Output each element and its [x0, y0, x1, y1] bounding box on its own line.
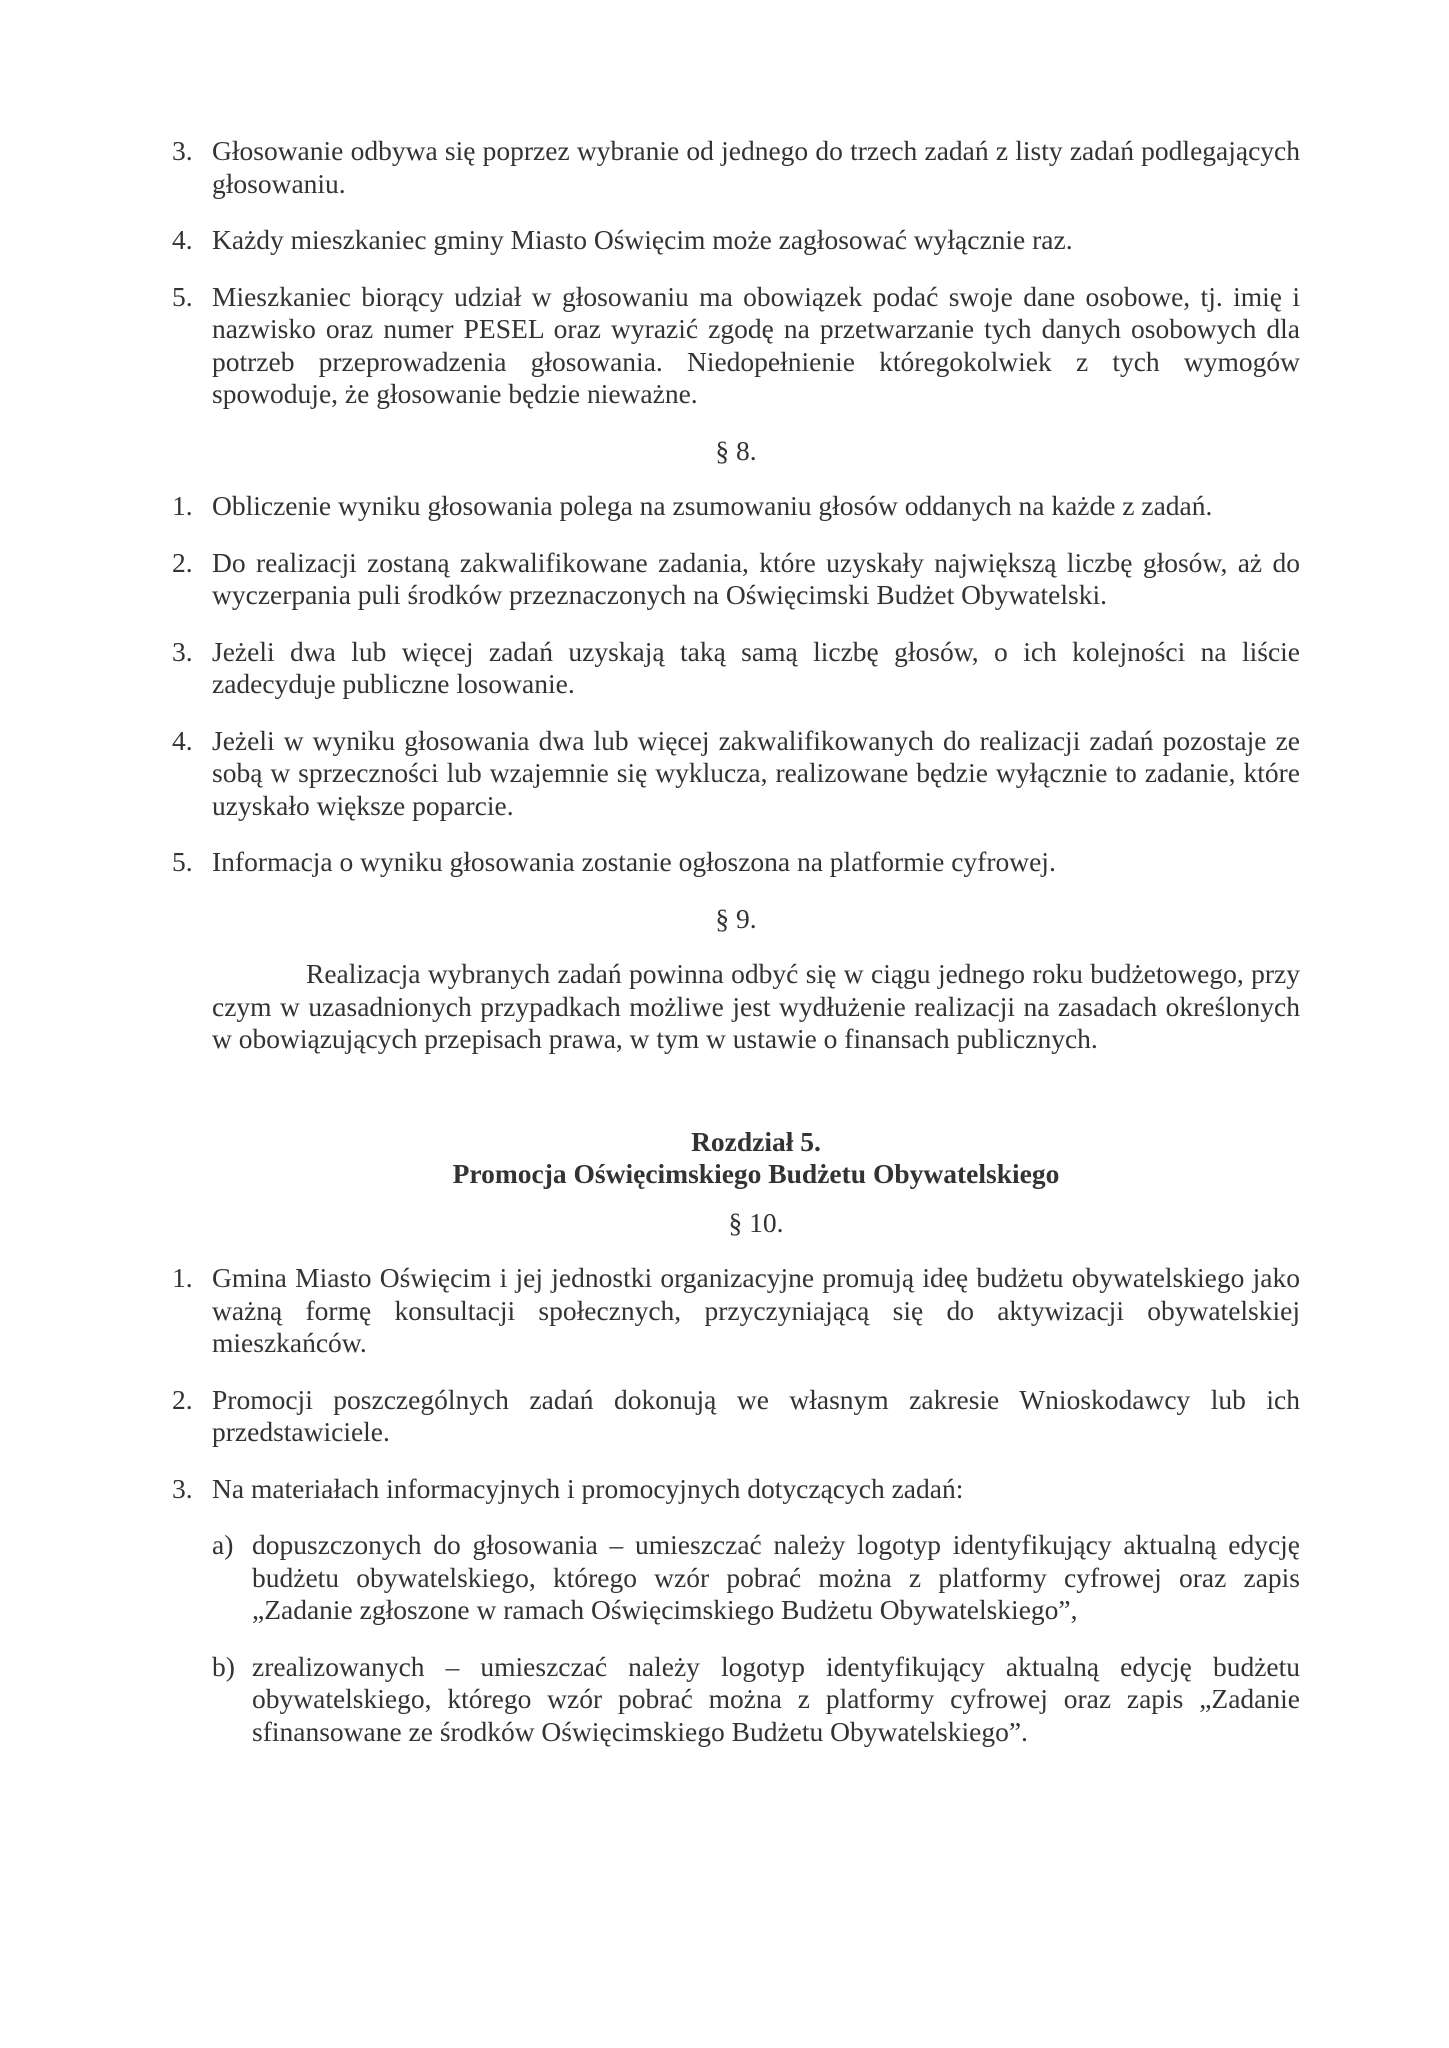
item-number: 4. — [172, 724, 193, 756]
item-text: Promocji poszczególnych zadań dokonują we własnym zakresie Wnioskodawcy lub ich przedstawiciele. — [212, 1383, 1300, 1447]
sub-item-text: dopuszczonych do głosowania – umieszczać należy logotyp identyfikujący aktualną edycję budżetu obywatelskiego, którego wzór pobrać można z platformy cyfrowej oraz zapis „Zadanie zgłoszone w ramach Oświęcimskiego Budżetu Obywatelskiego”, — [252, 1529, 1300, 1625]
list-item — [172, 281, 1300, 411]
item-number: 3. — [172, 635, 193, 667]
item-text: Do realizacji zostaną zakwalifikowane zadania, które uzyskały największą liczbę głosów, aż do wyczerpania puli środków przeznaczonych na Oświęcimski Budżet Obywatelski. — [212, 546, 1300, 610]
sub-list-item — [172, 1529, 1300, 1627]
item-text: Gmina Miasto Oświęcim i jej jednostki organizacyjne promują ideę budżetu obywatelskiego jako ważną formę konsultacji społecznych, przyczyniającą się do aktywizacji obywatelskiej mieszkańców. — [212, 1262, 1300, 1358]
item-number: 5. — [172, 280, 193, 312]
item-text: Mieszkaniec biorący udział w głosowaniu ma obowiązek podać swoje dane osobowe, tj. imię i nazwisko oraz numer PESEL oraz wyrazić zgodę na przetwarzanie tych danych osobowych dla potrzeb przeprowadzenia głosowania. Niedopełnienie któregokolwiek z tych wymogów spowoduje, że głosowanie będzie nieważne. — [212, 280, 1300, 409]
sub-item-letter: b) — [212, 1650, 235, 1682]
item-number: 1. — [172, 490, 193, 521]
item-number: 2. — [172, 1383, 193, 1415]
list-item — [172, 490, 1300, 523]
item-text: Głosowanie odbywa się poprzez wybranie od jednego do trzech zadań z listy zadań podlegających głosowaniu. — [212, 135, 1300, 199]
list-item — [172, 135, 1300, 200]
item-number: 3. — [172, 1472, 193, 1504]
section-heading-9: § 9. — [715, 902, 757, 934]
list-item — [172, 846, 1300, 879]
item-number: 5. — [172, 846, 193, 877]
sub-item-letter: a) — [212, 1529, 234, 1560]
list-item — [172, 1473, 1300, 1506]
section-9-paragraph: Realizacja wybranych zadań powinna odbyć się w ciągu jednego roku budżetowego, przy czym w uzasadnionych przypadkach możliwe jest wydłużenie realizacji na zasadach określonych w obowiązujących przepisach prawa, w tym w ustawie o finansach publicznych. — [212, 958, 1300, 1054]
item-number: 3. — [172, 135, 193, 166]
item-text: Obliczenie wyniku głosowania polega na zsumowaniu głosów oddanych na każde z zadań. — [212, 490, 1213, 521]
section-heading-10: § 10. — [728, 1206, 784, 1238]
item-number: 1. — [172, 1262, 193, 1293]
item-text: Jeżeli dwa lub więcej zadań uzyskają taką samą liczbę głosów, o ich kolejności na liście zadecyduje publiczne losowanie. — [212, 635, 1300, 699]
item-number: 2. — [172, 546, 193, 578]
list-item — [172, 725, 1300, 823]
list-item — [172, 224, 1300, 257]
item-text: Każdy mieszkaniec gminy Miasto Oświęcim może zagłosować wyłącznie raz. — [212, 224, 1073, 255]
item-number: 4. — [172, 224, 193, 255]
chapter-subtitle: Promocja Oświęcimskiego Budżetu Obywatelskiego — [452, 1158, 1060, 1189]
list-item — [172, 1262, 1300, 1360]
sub-item-text: zrealizowanych – umieszczać należy logotyp identyfikujący aktualną edycję budżetu obywatelskiego, którego wzór pobrać można z platformy cyfrowej oraz zapis „Zadanie sfinansowane ze środków Oświęcimskiego Budżetu Obywatelskiego”. — [252, 1650, 1300, 1747]
item-text: Jeżeli w wyniku głosowania dwa lub więcej zakwalifikowanych do realizacji zadań pozostaje ze sobą w sprzeczności lub wzajemnie się wyklucza, realizowane będzie wyłącznie to zadanie, które uzyskało większe poparcie. — [212, 724, 1300, 821]
list-item — [172, 636, 1300, 701]
item-text: Na materiałach informacyjnych i promocyjnych dotyczących zadań: — [212, 1472, 964, 1504]
list-item — [172, 547, 1300, 612]
sub-list-item — [172, 1651, 1300, 1749]
document-page — [172, 135, 1300, 1772]
item-text: Informacja o wyniku głosowania zostanie ogłoszona na platformie cyfrowej. — [212, 846, 1056, 877]
list-item — [172, 1384, 1300, 1449]
chapter-title: Rozdział 5. — [691, 1125, 821, 1157]
section-heading-8: § 8. — [715, 434, 757, 466]
